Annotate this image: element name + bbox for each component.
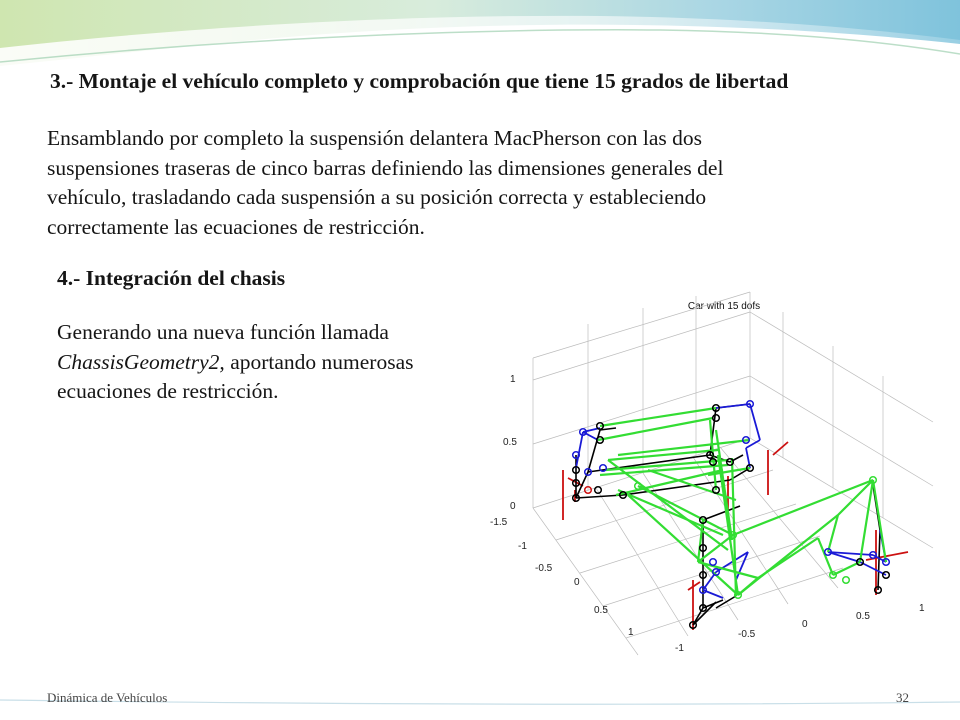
paragraph-line: correctamente las ecuaciones de restricción. [47,214,425,239]
x-tick-label: -1 [675,643,684,654]
suspension-bar [600,408,716,426]
front-suspension-link [750,404,760,440]
front-suspension-link [860,562,886,575]
page-number: 32 [896,690,909,705]
paragraph-line-rest: aportando numerosas [224,349,414,374]
front-suspension-link [716,404,750,408]
z-tick-label: 1 [510,374,516,385]
plot-canvas [488,290,940,658]
plot-title: Car with 15 dofs [687,301,761,312]
section-3-heading: 3.- Montaje el vehículo completo y comprobación que tiene 15 grados de libertad [50,69,789,93]
paragraph-line: Generando una nueva función llamada [57,320,389,344]
car-3d-plot [488,290,940,658]
z-tick-label: 0.5 [503,437,517,448]
x-tick-label: -0.5 [738,629,756,640]
suspension-bar [732,458,736,596]
section-4-paragraph [57,318,497,407]
joint-node [713,415,720,422]
chassis-line [576,495,623,498]
chassis-line [878,530,880,590]
x-tick-label: 0 [802,619,808,630]
suspension-bar [618,490,723,535]
car-model [563,401,908,630]
paragraph-line: vehículo, trasladando cada suspensión a su posición correcta y estableciendo [47,185,707,209]
paragraph-line [57,348,497,378]
y-tick-label: -0.5 [535,563,553,574]
y-tick-label: -1.5 [490,517,508,528]
wheel-axis-line [773,442,788,455]
paragraph-line: Ensamblando por completo la suspensión delantera MacPherson con las dos [47,126,703,150]
joint-node [595,487,602,494]
joint-node [843,577,850,584]
suspension-bar [733,480,873,535]
y-tick-label: -1 [518,541,527,552]
y-tick-label: 1 [628,627,634,638]
y-tick-label: 0.5 [594,605,608,616]
x-tick-label: 1 [919,603,925,614]
z-tick-label: 0 [510,501,516,512]
front-suspension-link [576,432,583,468]
x-tick-label: 0.5 [856,611,870,622]
suspension-bar [758,538,818,578]
suspension-bar [833,562,860,575]
function-name: ChassisGeometry2, [57,349,225,374]
section-4-heading: 4.- Integración del chasis [57,266,286,290]
section-3-paragraph [47,124,927,242]
y-tick-label: 0 [574,577,580,588]
footer-title: Dinámica de Vehículos [47,690,168,705]
paragraph-line: ecuaciones de restricción. [57,379,279,403]
wheel-axis-line [688,582,700,590]
joint-node [710,559,717,566]
paragraph-line: suspensiones traseras de cinco barras definiendo las dimensiones generales del [47,155,724,180]
